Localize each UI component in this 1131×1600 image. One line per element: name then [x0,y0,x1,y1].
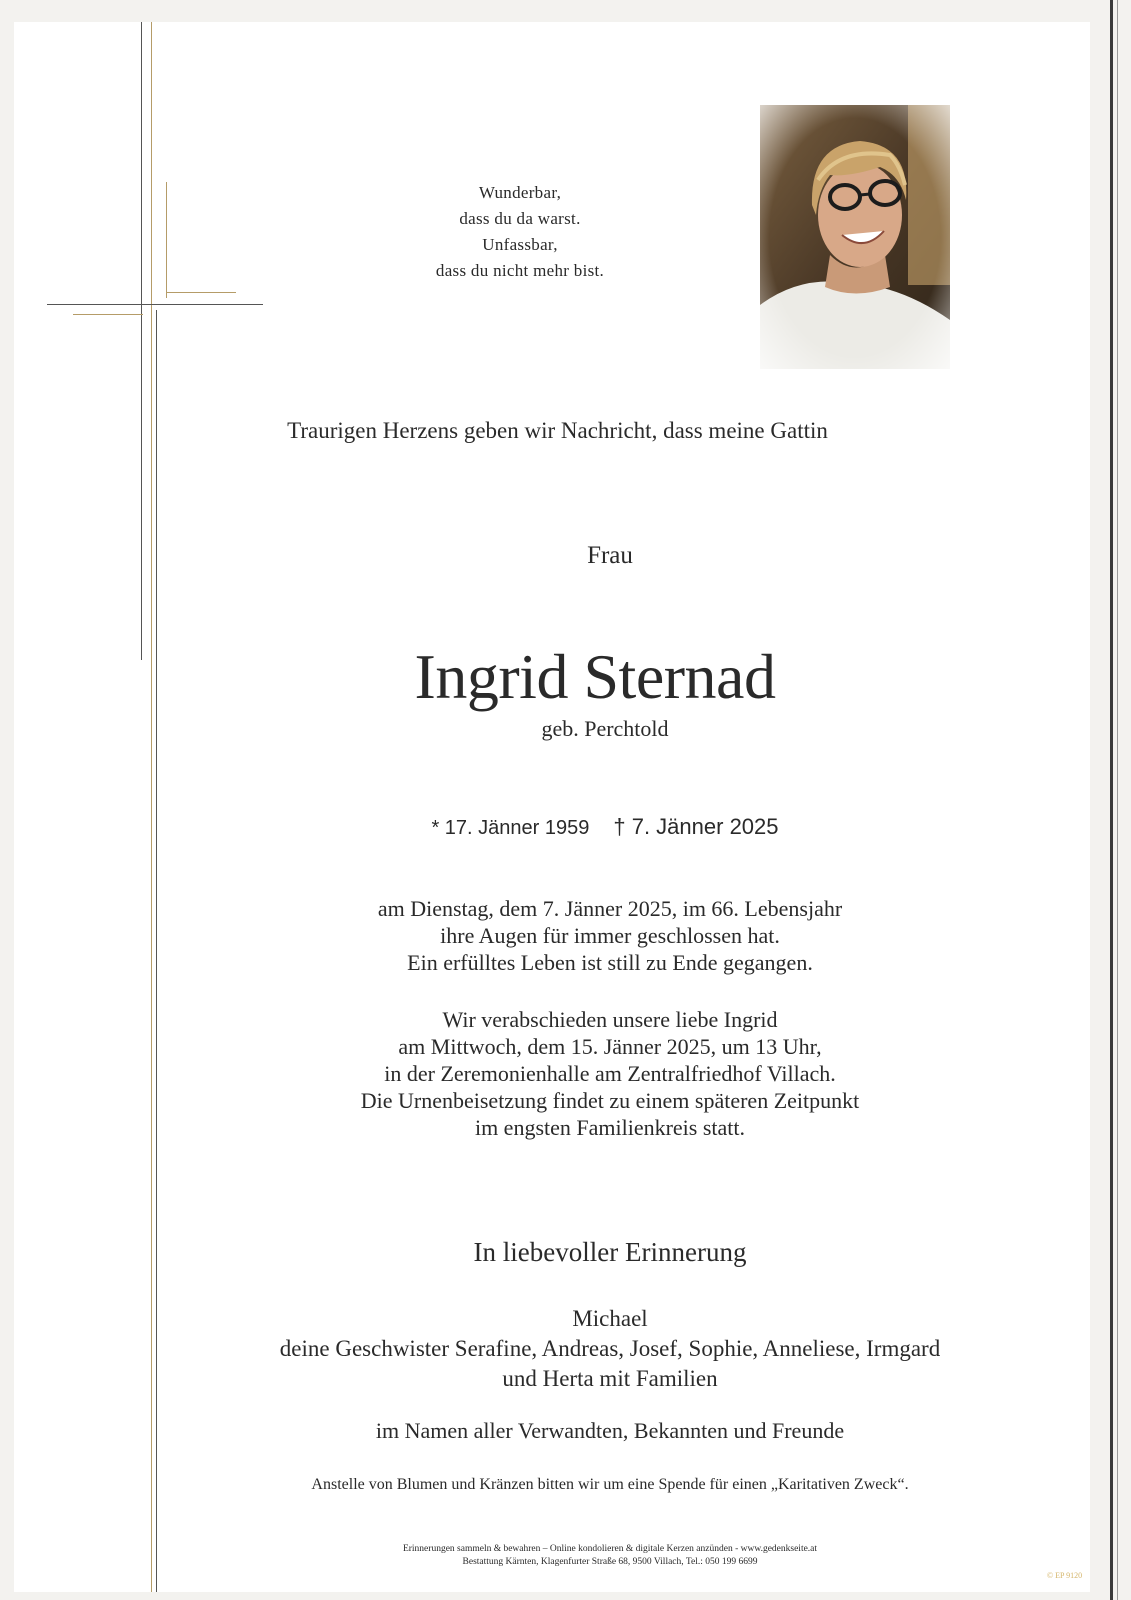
farewell-text [300,1006,920,1141]
passing-line: ihre Augen für immer geschlossen hat. [440,923,780,948]
salutation: Frau [587,542,633,569]
family-line: deine Geschwister Serafine, Andreas, Josef, Sophie, Anneliese, Irmgard [279,1336,941,1361]
farewell-line: im engsten Familienkreis statt. [474,1115,746,1140]
farewell-line: in der Zeremonienhalle am Zentralfriedhof Villach. [384,1061,836,1086]
death-date: † 7. Jänner 2025 [613,814,779,839]
passing-text [330,895,890,976]
farewell-line: Die Urnenbeisetzung findet zu einem späteren Zeitpunkt [360,1088,860,1113]
poem-line: Wunderbar, [478,183,562,202]
birth-date: * 17. Jänner 1959 [431,817,590,839]
passing-line: am Dienstag, dem 7. Jänner 2025, im 66. Lebensjahr [377,896,843,921]
memory-heading: In liebevoller Erinnerung [473,1237,747,1267]
family-list [215,1304,1005,1394]
farewell-line: Wir verabschieden unsere liebe Ingrid [442,1007,778,1032]
birth-name: geb. Perchtold [541,716,669,741]
poem [330,180,710,284]
passing-line: Ein erfülltes Leben ist still zu Ende gegangen. [407,950,813,975]
print-code: © EP 9120 [1047,1571,1083,1580]
poem-line: dass du da warst. [459,209,581,228]
farewell-line: am Mittwoch, dem 15. Jänner 2025, um 13 Uhr, [398,1034,822,1059]
footer-line: Bestattung Kärnten, Klagenfurter Straße 68, 9500 Villach, Tel.: 050 199 6699 [462,1557,758,1567]
poem-line: Unfassbar, [482,235,558,254]
family-line: Michael [572,1306,648,1331]
family-line: und Herta mit Familien [502,1366,718,1391]
scan-edge-light [1117,0,1118,1600]
donation-note: Anstelle von Blumen und Kränzen bitten wir um eine Spende für einen „Karitativen Zweck“. [311,1476,909,1493]
intro-text: Traurigen Herzens geben wir Nachricht, dass meine Gattin [287,418,828,443]
scan-edge-dark [1110,0,1113,1600]
life-dates [400,814,810,840]
portrait-photo [760,105,950,369]
relatives-line: im Namen aller Verwandten, Bekannten und Freunde [375,1418,845,1443]
footer [340,1543,880,1569]
deceased-name: Ingrid Sternad [414,641,776,712]
footer-line: Erinnerungen sammeln & bewahren – Online kondolieren & digitale Kerzen anzünden - www.gedenkseite.at [402,1544,818,1554]
poem-line: dass du nicht mehr bist. [435,261,605,280]
